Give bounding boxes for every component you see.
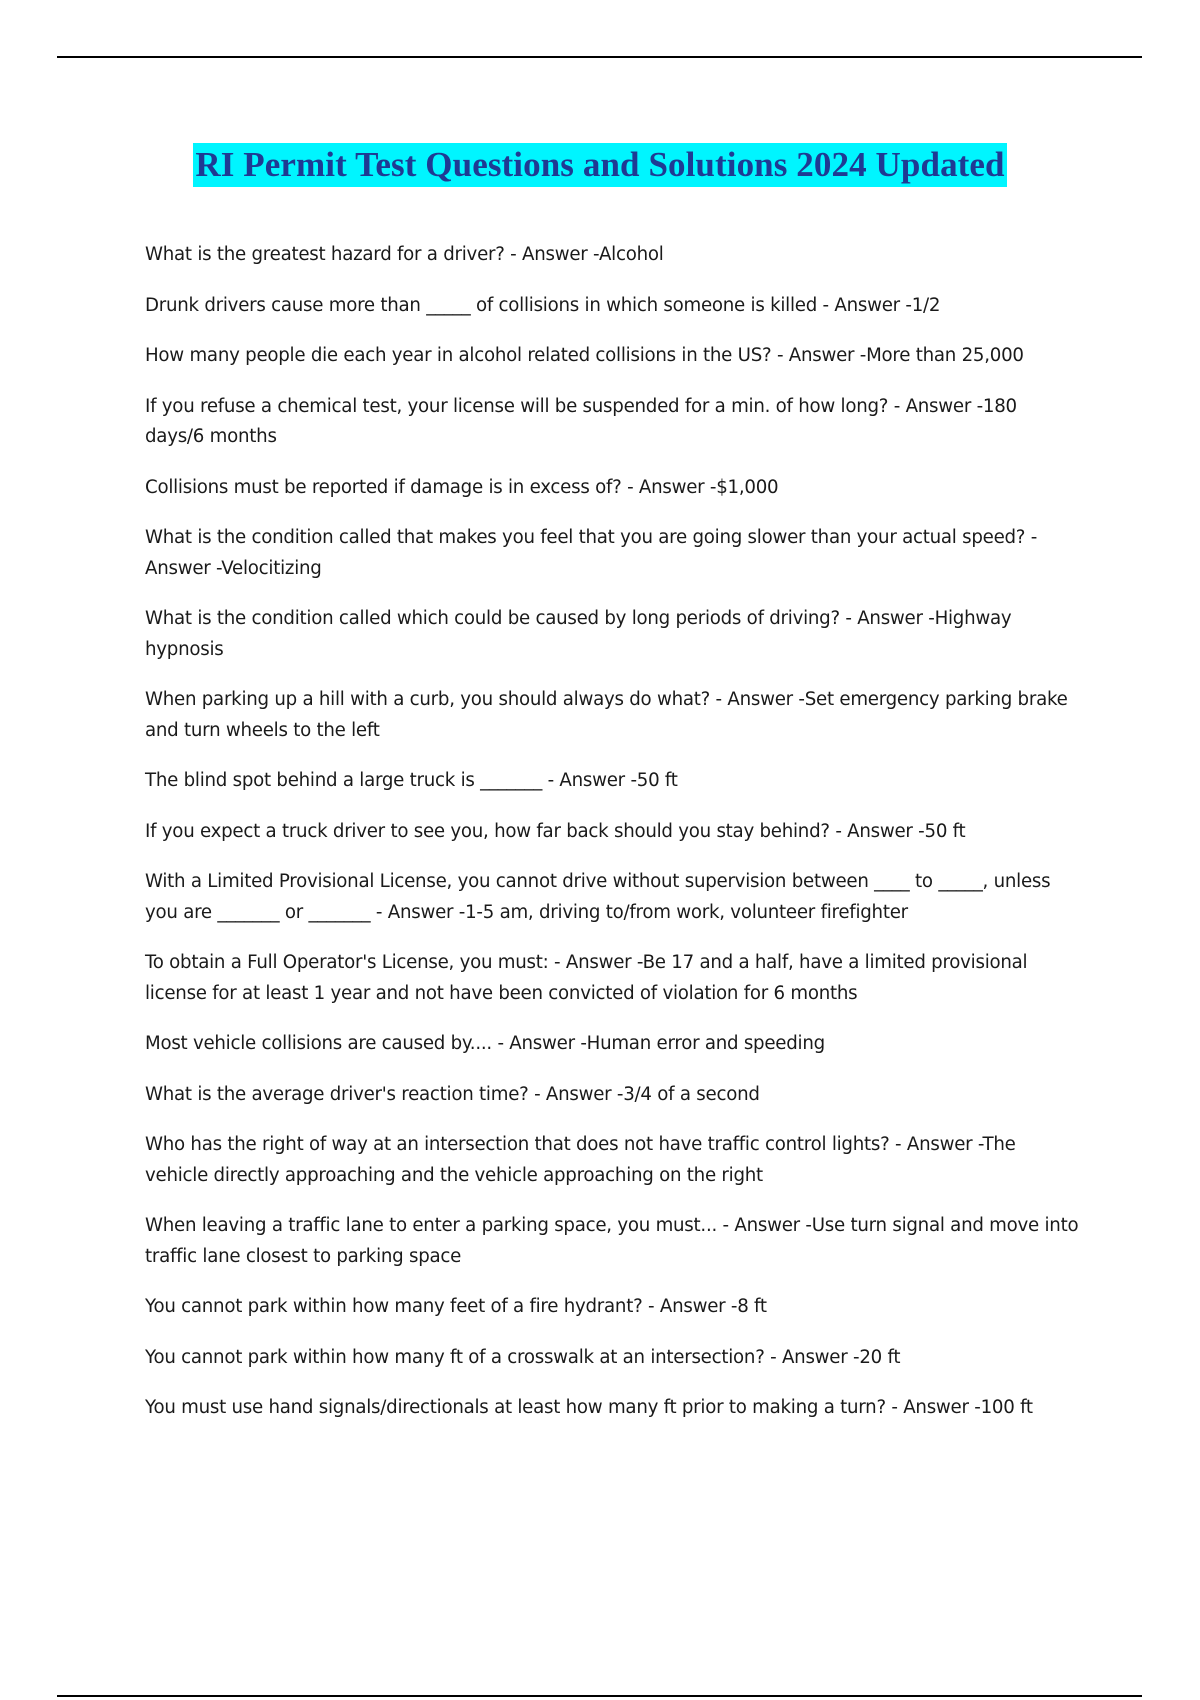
bottom-divider (57, 1695, 1142, 1697)
qa-item-18: You cannot park within how many ft of a crosswalk at an intersection? - Answer -20 ft (145, 1346, 901, 1368)
qa-item-4: If you refuse a chemical test, your license will be suspended for a min. of how long? - Answer -180 days/6 months (145, 395, 1017, 447)
qa-item-17: You cannot park within how many feet of a fire hydrant? - Answer -8 ft (145, 1296, 767, 1317)
qa-item-11: With a Limited Provisional License, you cannot drive without supervision between ____ to _____, unless you are _______ or _______ - Answer -1-5 am, driving to/from work, volunteer firefighter (145, 871, 1051, 923)
qa-list (145, 240, 1080, 1444)
top-divider (57, 56, 1142, 58)
qa-item-19: You must use hand signals/directionals at least how many ft prior to making a turn? - Answer -100 ft (145, 1397, 1033, 1418)
page-title: RI Permit Test Questions and Solutions 2024 Updated (193, 143, 1006, 187)
qa-item-6: What is the condition called that makes you feel that you are going slower than your actual speed? - Answer -Velocitizing (145, 527, 1038, 579)
qa-item-16: When leaving a traffic lane to enter a parking space, you must... - Answer -Use turn signal and move into traffic lane closest to parking space (145, 1215, 1079, 1267)
qa-item-9: The blind spot behind a large truck is _______ - Answer -50 ft (145, 770, 678, 791)
qa-item-5: Collisions must be reported if damage is in excess of? - Answer -$1,000 (145, 476, 779, 498)
qa-item-14: What is the average driver's reaction time? - Answer -3/4 of a second (145, 1083, 760, 1105)
title-container (0, 143, 1200, 187)
qa-item-7: What is the condition called which could be caused by long periods of driving? - Answer -Highway hypnosis (145, 608, 1012, 660)
qa-item-15: Who has the right of way at an intersection that does not have traffic control lights? - Answer -The vehicle directly approaching and the vehicle approaching on the right (145, 1134, 1016, 1186)
qa-item-8: When parking up a hill with a curb, you should always do what? - Answer -Set emergency parking brake and turn wheels to the left (145, 689, 1068, 741)
qa-item-3: How many people die each year in alcohol related collisions in the US? - Answer -More than 25,000 (145, 345, 1024, 366)
qa-item-12: To obtain a Full Operator's License, you must: - Answer -Be 17 and a half, have a limited provisional license for at least 1 year and not have been convicted of violation for 6 months (145, 952, 1028, 1004)
qa-item-1: What is the greatest hazard for a driver? - Answer -Alcohol (145, 244, 664, 265)
qa-item-13: Most vehicle collisions are caused by.... - Answer -Human error and speeding (145, 1033, 825, 1054)
qa-item-2: Drunk drivers cause more than _____ of collisions in which someone is killed - Answer -1/2 (145, 294, 941, 316)
qa-item-10: If you expect a truck driver to see you, how far back should you stay behind? - Answer -50 ft (145, 820, 966, 842)
